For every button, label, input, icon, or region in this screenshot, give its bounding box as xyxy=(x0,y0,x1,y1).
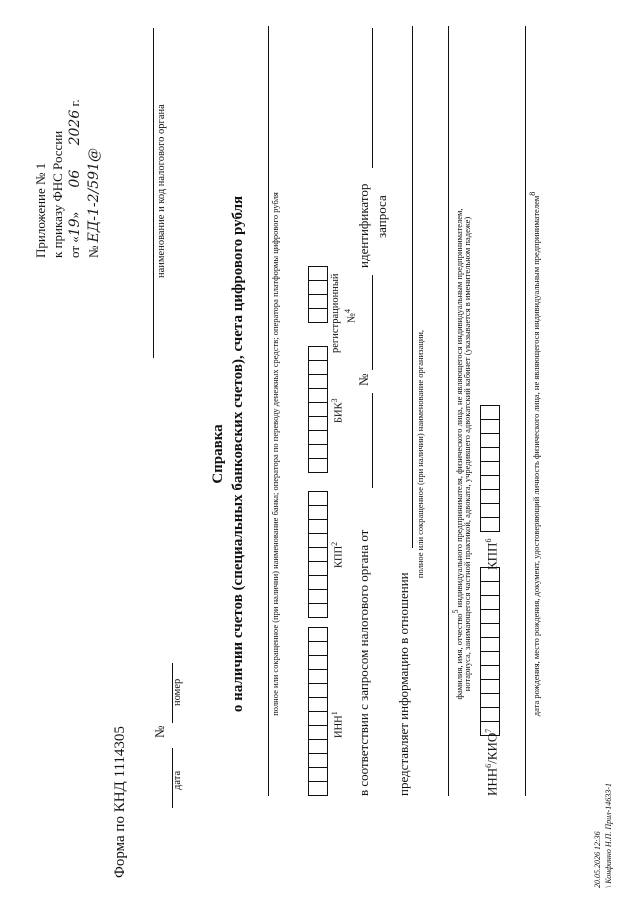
request-id-label: идентификатор xyxy=(356,183,371,268)
bank-reg-label: регистрационный xyxy=(330,273,341,353)
input-cell[interactable] xyxy=(481,707,499,721)
input-cell[interactable] xyxy=(481,595,499,609)
input-cell[interactable] xyxy=(481,623,499,637)
input-cell[interactable] xyxy=(309,267,327,280)
input-cell[interactable] xyxy=(481,433,499,447)
input-cell[interactable] xyxy=(309,519,327,533)
input-cell[interactable] xyxy=(309,547,327,561)
number-sign: № xyxy=(152,725,167,738)
inn-kio-label: ИНН$^6$/КИО$^7$ xyxy=(484,728,500,796)
tax-org-caption: наименование и код налогового органа xyxy=(156,104,167,278)
input-cell[interactable] xyxy=(481,447,499,461)
order-date: от «19» 06 2026 г. xyxy=(67,99,83,258)
input-cell[interactable] xyxy=(309,683,327,697)
input-cell[interactable] xyxy=(481,651,499,665)
inn-kio-cells[interactable] xyxy=(480,567,500,736)
bank-name-line xyxy=(268,26,269,796)
birth-caption: дата рождения, место рождения, документ, удостоверяющий личность физического лица, не являющегося индивидуальным предпринимателем$^8$ xyxy=(528,191,541,717)
kpp-cells[interactable] xyxy=(480,405,500,532)
request-id-label2: запроса xyxy=(374,195,389,238)
input-cell[interactable] xyxy=(309,575,327,589)
input-cell[interactable] xyxy=(481,721,499,735)
input-cell[interactable] xyxy=(309,739,327,753)
input-cell[interactable] xyxy=(309,753,327,767)
input-cell[interactable] xyxy=(481,461,499,475)
request-text: в соответствии с запросом налогового органа от xyxy=(356,529,371,796)
input-cell[interactable] xyxy=(309,781,327,795)
input-cell[interactable] xyxy=(481,693,499,707)
person-caption: фамилия, имя, отчество$^5$ индивидуального предпринимателя, физического лица, не являющегося индивидуальным предпринимателем, xyxy=(451,208,464,700)
input-cell[interactable] xyxy=(481,419,499,433)
input-cell[interactable] xyxy=(481,609,499,623)
org-name-line xyxy=(412,26,413,548)
input-cell[interactable] xyxy=(309,347,327,360)
order-year: 2026 xyxy=(67,109,83,146)
input-cell[interactable] xyxy=(309,725,327,739)
input-cell[interactable] xyxy=(481,517,499,531)
input-cell[interactable] xyxy=(481,679,499,693)
person-line xyxy=(448,26,449,796)
date-caption: дата xyxy=(172,770,183,790)
input-cell[interactable] xyxy=(309,589,327,603)
input-cell[interactable] xyxy=(309,416,327,430)
input-cell[interactable] xyxy=(309,628,327,641)
input-cell[interactable] xyxy=(309,374,327,388)
request-id-line xyxy=(372,28,373,168)
birth-line xyxy=(525,26,526,796)
input-cell[interactable] xyxy=(309,308,327,322)
input-cell[interactable] xyxy=(309,561,327,575)
input-cell[interactable] xyxy=(309,533,327,547)
order-reference: к приказу ФНС России xyxy=(50,130,65,258)
tax-org-line xyxy=(153,28,154,358)
input-cell[interactable] xyxy=(309,280,327,294)
input-cell[interactable] xyxy=(309,603,327,617)
bank-name-caption: полное или сокращенное (при наличии) наименование банка; оператора по переводу денежных средств; оператора платформы цифрового рубля xyxy=(270,192,280,716)
input-cell[interactable] xyxy=(481,503,499,517)
order-number-value: ЕД-1-2/591@ xyxy=(86,148,102,243)
order-day: 19 xyxy=(67,218,83,237)
number-caption: номер xyxy=(172,678,183,706)
input-cell[interactable] xyxy=(309,444,327,458)
person-caption2: нотариуса, занимающегося частной практикой, адвоката, учредившего адвокатский кабинет (указывается в именительном падеже) xyxy=(462,216,472,692)
footer-stamp-date: 20.05.2026 12:36 xyxy=(593,831,602,888)
input-cell[interactable] xyxy=(309,711,327,725)
input-cell[interactable] xyxy=(481,665,499,679)
input-cell[interactable] xyxy=(309,388,327,402)
kpp-label: КПП$^6$ xyxy=(484,538,500,570)
order-month: 06 xyxy=(67,169,83,188)
input-cell[interactable] xyxy=(309,641,327,655)
input-cell[interactable] xyxy=(309,669,327,683)
bank-reg-cells[interactable] xyxy=(308,266,328,323)
bank-reg-sign: №$^4$ xyxy=(343,308,358,323)
input-cell[interactable] xyxy=(309,360,327,374)
bank-bik-label: БИК$^3$ xyxy=(330,398,345,423)
input-cell[interactable] xyxy=(481,581,499,595)
input-cell[interactable] xyxy=(481,637,499,651)
input-cell[interactable] xyxy=(309,697,327,711)
request-number-sign: № xyxy=(356,373,371,386)
bank-inn-cells[interactable] xyxy=(308,627,328,796)
order-number: № ЕД-1-2/591@ xyxy=(86,148,102,258)
input-cell[interactable] xyxy=(309,767,327,781)
input-cell[interactable] xyxy=(309,430,327,444)
appendix-label: Приложение № 1 xyxy=(33,162,48,258)
bank-bik-cells[interactable] xyxy=(308,346,328,473)
document-title: Справка xyxy=(210,424,226,484)
document-subtitle: о наличии счетов (специальных банковских счетов), счета цифрового рубля xyxy=(230,195,246,713)
input-cell[interactable] xyxy=(309,458,327,472)
form-code: Форма по КНД 1114305 xyxy=(112,726,128,878)
input-cell[interactable] xyxy=(309,505,327,519)
request-date-line xyxy=(372,393,373,488)
input-cell[interactable] xyxy=(481,489,499,503)
bank-inn-label: ИНН$^1$ xyxy=(330,711,345,738)
input-cell[interactable] xyxy=(309,492,327,505)
info-text: представляет информацию в отношении xyxy=(396,572,411,796)
request-number-line xyxy=(372,275,373,370)
input-cell[interactable] xyxy=(309,655,327,669)
input-cell[interactable] xyxy=(309,294,327,308)
input-cell[interactable] xyxy=(309,402,327,416)
bank-kpp-cells[interactable] xyxy=(308,491,328,618)
org-caption: полное или сокращенное (при наличии) наименование организации, xyxy=(415,329,425,579)
footer-stamp-id: \ Конфинно Н.П. Прил-14633-1 xyxy=(604,783,613,888)
bank-kpp-label: КПП$^2$ xyxy=(330,541,345,568)
input-cell[interactable] xyxy=(481,406,499,419)
input-cell[interactable] xyxy=(481,475,499,489)
